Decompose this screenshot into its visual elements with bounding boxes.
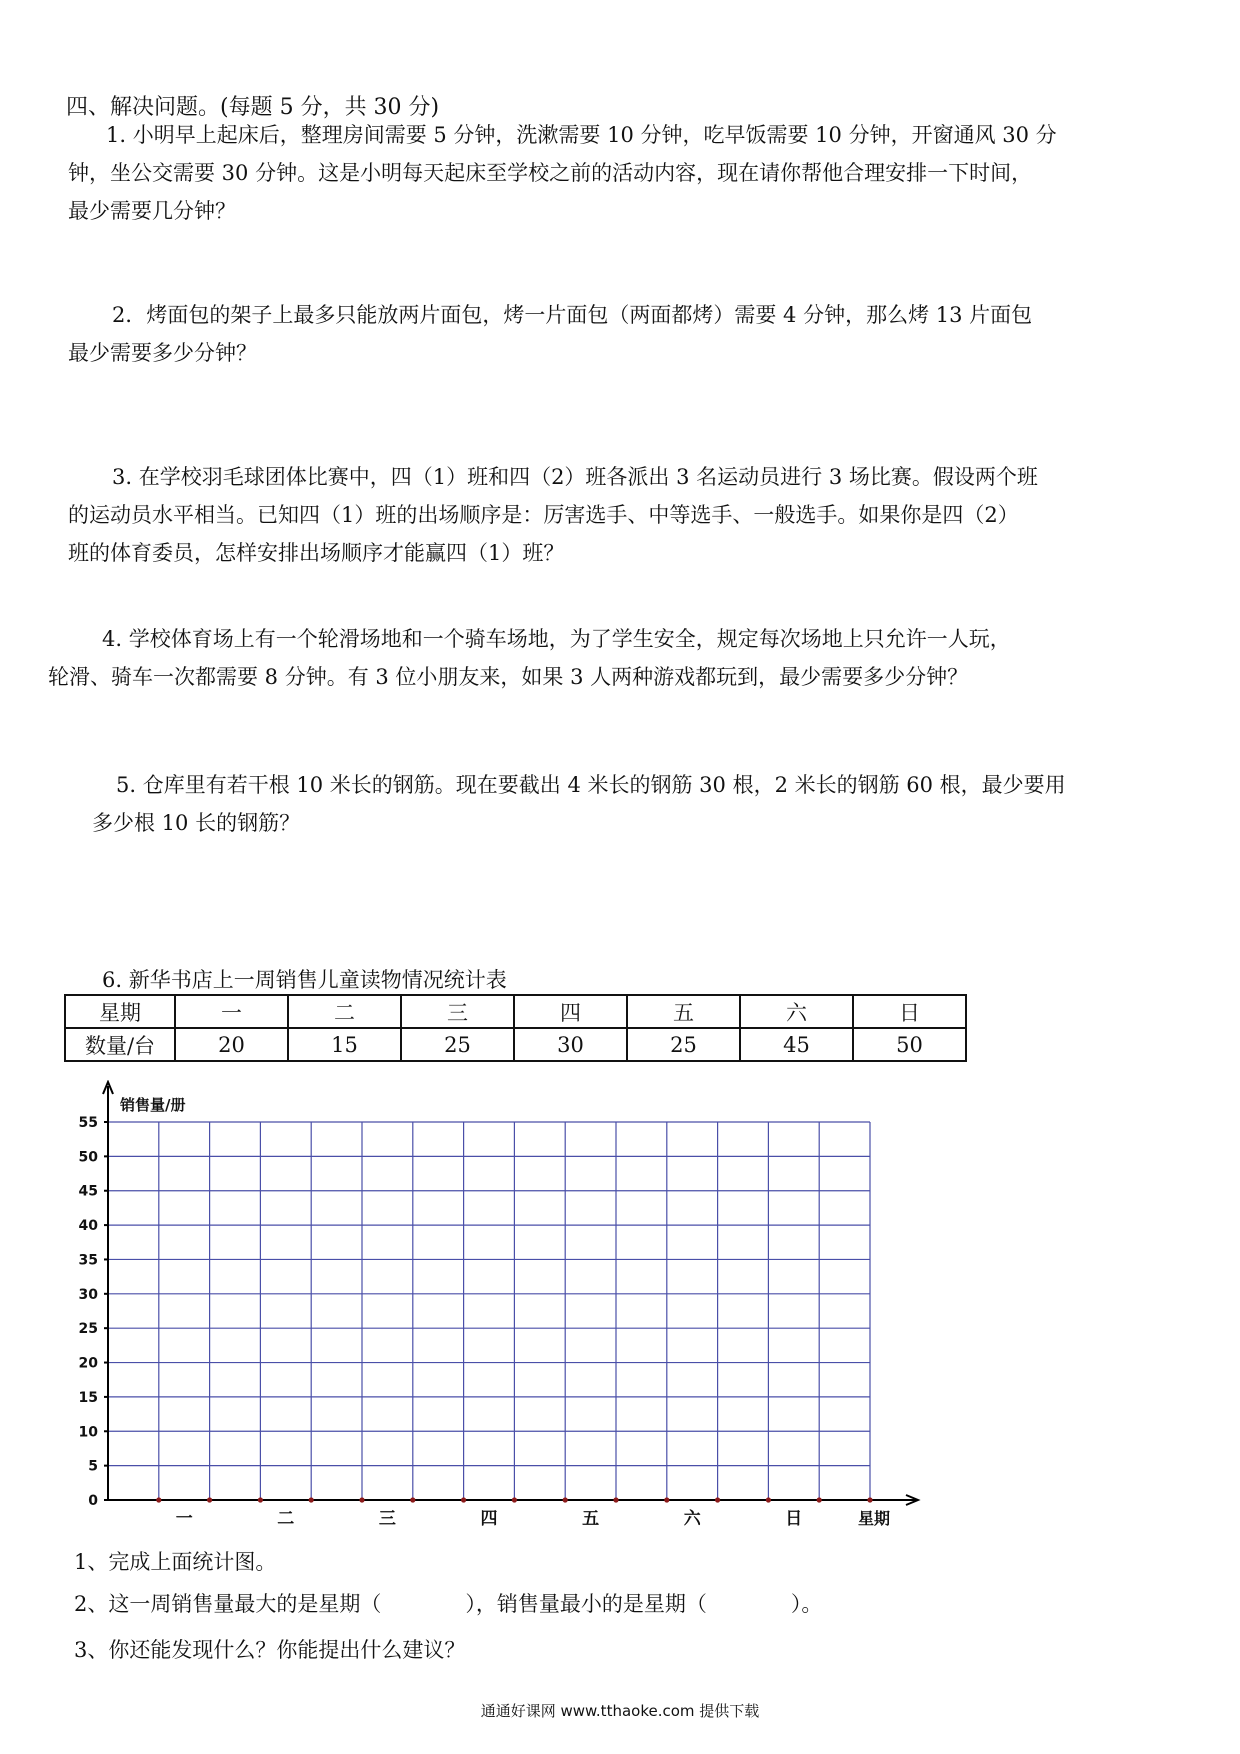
x-axis-dot — [766, 1497, 771, 1502]
task-3: 3、你还能发现什么？你能提出什么建议？ — [74, 1638, 466, 1662]
x-axis-dot — [613, 1497, 618, 1502]
question-line: 多少根 10 长的钢筋？ — [92, 811, 301, 835]
x-axis-dot — [359, 1497, 364, 1502]
table-cell: 四 — [514, 995, 627, 1028]
x-axis-dot — [156, 1497, 161, 1502]
y-tick-label: 55 — [78, 1115, 98, 1131]
question-4 — [48, 620, 1011, 696]
y-tick-label: 5 — [88, 1458, 98, 1475]
section-title: 四、解决问题。(每题 5 分，共 30 分) — [66, 95, 440, 120]
x-axis-dot — [309, 1497, 314, 1502]
chart-area — [64, 1080, 944, 1540]
sales-table — [64, 994, 967, 1062]
y-tick-label: 35 — [78, 1252, 98, 1269]
question-line: 轮滑、骑车一次都需要 8 分钟。有 3 位小朋友来，如果 3 人两种游戏都玩到，最少需要多少分钟？ — [48, 665, 969, 689]
question-2 — [68, 296, 1032, 372]
question-3 — [68, 458, 1038, 572]
table-cell: 日 — [853, 995, 966, 1028]
question-line: 最少需要几分钟？ — [68, 199, 236, 223]
y-axis-title: 销售量/册 — [120, 1096, 186, 1114]
x-tick-label: 日 — [785, 1509, 803, 1529]
table-cell: 15 — [288, 1028, 401, 1061]
table-caption: 6. 新华书店上一周销售儿童读物情况统计表 — [102, 968, 507, 992]
question-line: 钟，坐公交需要 30 分钟。这是小明每天起床至学校之前的活动内容，现在请你帮他合理安排一下时间， — [68, 161, 1033, 185]
table-cell: 45 — [740, 1028, 853, 1061]
x-axis-title: 星期 — [858, 1509, 891, 1528]
x-tick-label: 一 — [175, 1509, 193, 1529]
y-tick-label: 40 — [78, 1218, 98, 1235]
x-axis-dot — [207, 1497, 212, 1502]
table-cell: 25 — [401, 1028, 514, 1061]
x-axis-dot — [715, 1497, 720, 1502]
question-line: 5. 仓库里有若干根 10 米长的钢筋。现在要截出 4 米长的钢筋 30 根，2 米长的钢筋 60 根，最少要用 — [116, 773, 1066, 797]
question-line: 1. 小明早上起床后，整理房间需要 5 分钟，洗漱需要 10 分钟，吃早饭需要 10 分钟，开窗通风 30 分 — [106, 123, 1057, 147]
y-tick-label: 0 — [88, 1493, 98, 1509]
x-tick-label: 五 — [582, 1509, 600, 1529]
x-axis-dot — [817, 1497, 822, 1502]
table-row — [65, 1028, 966, 1061]
x-axis-dot — [563, 1497, 568, 1502]
table-cell: 五 — [627, 995, 740, 1028]
question-line: 3. 在学校羽毛球团体比赛中，四（1）班和四（2）班各派出 3 名运动员进行 3 场比赛。假设两个班 — [112, 465, 1038, 489]
footer-credit: 通通好课网 www.tthaoke.com 提供下载 — [480, 1702, 760, 1720]
table-cell: 二 — [288, 995, 401, 1028]
question-line: 2．烤面包的架子上最多只能放两片面包，烤一片面包（两面都烤）需要 4 分钟，那么烤 13 片面包 — [112, 303, 1033, 327]
table-header-cell: 星期 — [65, 995, 175, 1028]
table-cell: 30 — [514, 1028, 627, 1061]
x-tick-label: 二 — [277, 1509, 295, 1529]
x-axis-dot — [512, 1497, 517, 1502]
table-cell: 20 — [175, 1028, 288, 1061]
x-axis-dot — [461, 1497, 466, 1502]
table-header-cell: 数量/台 — [65, 1028, 175, 1061]
task-1: 1、完成上面统计图。 — [74, 1550, 277, 1574]
x-axis-dot — [258, 1497, 263, 1502]
question-1 — [68, 116, 1057, 230]
y-tick-label: 10 — [78, 1424, 98, 1441]
y-tick-label: 45 — [78, 1183, 98, 1200]
table-cell: 50 — [853, 1028, 966, 1061]
x-tick-label: 六 — [683, 1509, 701, 1529]
x-axis-dot — [410, 1497, 415, 1502]
table-cell: 25 — [627, 1028, 740, 1061]
table-cell: 三 — [401, 995, 514, 1028]
x-tick-label: 三 — [378, 1509, 396, 1529]
blank-line-chart-grid — [64, 1080, 944, 1540]
x-tick-label: 四 — [480, 1509, 498, 1529]
question-line: 班的体育委员，怎样安排出场顺序才能赢四（1）班？ — [68, 541, 565, 565]
question-5 — [92, 766, 1066, 842]
x-axis-dot — [867, 1497, 872, 1502]
question-line: 最少需要多少分钟？ — [68, 341, 257, 365]
table-cell: 一 — [175, 995, 288, 1028]
y-tick-label: 50 — [78, 1149, 98, 1166]
table-cell: 六 — [740, 995, 853, 1028]
question-line: 的运动员水平相当。已知四（1）班的出场顺序是：厉害选手、中等选手、一般选手。如果你是四（2） — [68, 503, 1019, 527]
question-line: 4. 学校体育场上有一个轮滑场地和一个骑车场地，为了学生安全，规定每次场地上只允许一人玩， — [102, 627, 1011, 651]
y-tick-label: 20 — [78, 1355, 98, 1372]
task-2: 2、这一周销售量最大的是星期（ ），销售量最小的是星期（ ）。 — [74, 1592, 823, 1616]
y-tick-label: 15 — [78, 1389, 98, 1406]
table-row — [65, 995, 966, 1028]
x-axis-dot — [664, 1497, 669, 1502]
y-tick-label: 25 — [78, 1321, 98, 1338]
y-tick-label: 30 — [78, 1286, 98, 1303]
